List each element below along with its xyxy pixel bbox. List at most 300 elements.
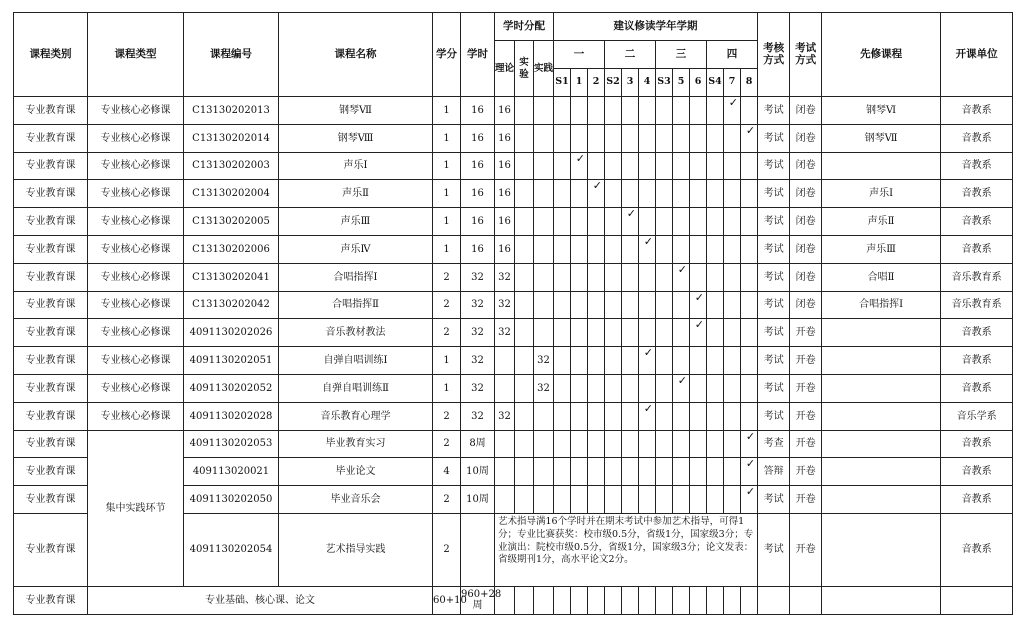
term-cell bbox=[571, 124, 588, 152]
hours-cell: 16 bbox=[461, 180, 495, 208]
term-cell bbox=[622, 458, 639, 486]
course-category-cell: 专业教育课 bbox=[14, 291, 88, 319]
term-cell bbox=[707, 124, 724, 152]
course-name-cell: 毕业音乐会 bbox=[279, 486, 433, 514]
term-cell bbox=[673, 291, 690, 319]
table-body bbox=[14, 97, 1013, 615]
lab-hours-cell bbox=[515, 97, 534, 125]
course-type-cell: 专业核心必修课 bbox=[88, 263, 184, 291]
credit-cell: 2 bbox=[433, 486, 461, 514]
hours-cell: 16 bbox=[461, 124, 495, 152]
course-category-cell: 专业教育课 bbox=[14, 263, 88, 291]
credit-cell: 1 bbox=[433, 374, 461, 402]
table-row bbox=[14, 152, 1013, 180]
term-cell bbox=[656, 402, 673, 430]
hours-cell: 16 bbox=[461, 152, 495, 180]
header-term: 5 bbox=[673, 69, 690, 97]
course-code-cell: 4091130202026 bbox=[184, 319, 279, 347]
term-cell bbox=[554, 208, 571, 236]
term-cell bbox=[656, 458, 673, 486]
table-row bbox=[14, 235, 1013, 263]
table-row bbox=[14, 319, 1013, 347]
term-cell bbox=[639, 97, 656, 125]
term-check-mark: ✓ bbox=[639, 347, 656, 375]
term-cell bbox=[588, 124, 605, 152]
practice-hours-cell bbox=[534, 458, 554, 486]
lab-hours-cell bbox=[515, 208, 534, 236]
term-cell bbox=[673, 347, 690, 375]
table-row bbox=[14, 402, 1013, 430]
term-cell bbox=[554, 486, 571, 514]
empty-cell bbox=[790, 586, 822, 614]
course-name-cell: 毕业教育实习 bbox=[279, 430, 433, 458]
term-check-mark: ✓ bbox=[639, 235, 656, 263]
assess-method-cell: 考试 bbox=[758, 513, 790, 586]
exam-method-cell: 开卷 bbox=[790, 458, 822, 486]
header-term: S3 bbox=[656, 69, 673, 97]
term-cell bbox=[690, 430, 707, 458]
unit-cell: 音教系 bbox=[941, 124, 1013, 152]
term-cell bbox=[571, 486, 588, 514]
term-cell bbox=[741, 208, 758, 236]
assess-method-cell: 考试 bbox=[758, 180, 790, 208]
header-theory: 理论 bbox=[495, 41, 515, 97]
term-cell bbox=[690, 347, 707, 375]
empty-cell bbox=[822, 586, 941, 614]
term-cell bbox=[656, 374, 673, 402]
term-cell bbox=[622, 319, 639, 347]
credit-cell: 1 bbox=[433, 124, 461, 152]
unit-cell: 音教系 bbox=[941, 486, 1013, 514]
assess-method-cell: 考试 bbox=[758, 263, 790, 291]
term-cell bbox=[690, 263, 707, 291]
term-cell bbox=[605, 235, 622, 263]
term-cell bbox=[656, 291, 673, 319]
term-cell bbox=[622, 347, 639, 375]
term-check-mark: ✓ bbox=[690, 319, 707, 347]
term-cell bbox=[656, 347, 673, 375]
unit-cell: 音教系 bbox=[941, 180, 1013, 208]
header-term: 6 bbox=[690, 69, 707, 97]
term-cell bbox=[605, 291, 622, 319]
empty-cell bbox=[741, 586, 758, 614]
exam-method-cell: 开卷 bbox=[790, 374, 822, 402]
theory-hours-cell bbox=[495, 430, 515, 458]
unit-cell: 音乐教育系 bbox=[941, 291, 1013, 319]
table-header bbox=[14, 13, 1013, 97]
term-cell bbox=[588, 319, 605, 347]
term-cell bbox=[741, 347, 758, 375]
course-category-cell: 专业教育课 bbox=[14, 458, 88, 486]
term-cell bbox=[554, 235, 571, 263]
hours-cell: 10周 bbox=[461, 458, 495, 486]
term-cell bbox=[707, 152, 724, 180]
unit-cell: 音教系 bbox=[941, 97, 1013, 125]
term-cell bbox=[656, 208, 673, 236]
term-check-mark: ✓ bbox=[673, 374, 690, 402]
term-check-mark: ✓ bbox=[741, 124, 758, 152]
summary-hours: 960+28周 bbox=[461, 586, 495, 614]
term-cell bbox=[741, 319, 758, 347]
term-cell bbox=[554, 347, 571, 375]
credit-cell: 2 bbox=[433, 263, 461, 291]
header-lab: 实验 bbox=[515, 41, 534, 97]
unit-cell: 音乐学系 bbox=[941, 402, 1013, 430]
practice-hours-cell bbox=[534, 152, 554, 180]
term-cell bbox=[707, 208, 724, 236]
summary-credit: 60+10 bbox=[433, 586, 461, 614]
term-cell bbox=[707, 486, 724, 514]
course-type-cell: 专业核心必修课 bbox=[88, 402, 184, 430]
header-term: S4 bbox=[707, 69, 724, 97]
empty-cell bbox=[639, 586, 656, 614]
empty-cell bbox=[724, 586, 741, 614]
course-category-cell: 专业教育课 bbox=[14, 374, 88, 402]
term-cell bbox=[588, 347, 605, 375]
empty-cell bbox=[588, 586, 605, 614]
prereq-cell: 声乐Ⅰ bbox=[822, 180, 941, 208]
course-code-cell: C13130202005 bbox=[184, 208, 279, 236]
hours-cell: 32 bbox=[461, 291, 495, 319]
term-cell bbox=[605, 402, 622, 430]
term-cell bbox=[690, 152, 707, 180]
term-cell bbox=[622, 263, 639, 291]
header-suggested-term: 建议修读学年学期 bbox=[554, 13, 758, 41]
term-cell bbox=[622, 402, 639, 430]
header-term: 3 bbox=[622, 69, 639, 97]
course-type-cell: 专业核心必修课 bbox=[88, 124, 184, 152]
term-check-mark: ✓ bbox=[741, 430, 758, 458]
credit-cell: 2 bbox=[433, 513, 461, 586]
empty-cell bbox=[534, 586, 554, 614]
term-cell bbox=[588, 291, 605, 319]
term-cell bbox=[622, 430, 639, 458]
term-cell bbox=[724, 180, 741, 208]
header-term: 4 bbox=[639, 69, 656, 97]
header-hours: 学时 bbox=[461, 13, 495, 97]
term-cell bbox=[554, 124, 571, 152]
hours-cell: 16 bbox=[461, 235, 495, 263]
credit-cell: 1 bbox=[433, 97, 461, 125]
course-name-cell: 声乐Ⅰ bbox=[279, 152, 433, 180]
header-prereq: 先修课程 bbox=[822, 13, 941, 97]
term-cell bbox=[639, 486, 656, 514]
term-check-mark: ✓ bbox=[673, 263, 690, 291]
table-row bbox=[14, 291, 1013, 319]
prereq-cell bbox=[822, 374, 941, 402]
course-code-cell: C13130202006 bbox=[184, 235, 279, 263]
empty-cell bbox=[707, 586, 724, 614]
header-term: 2 bbox=[588, 69, 605, 97]
term-cell bbox=[554, 152, 571, 180]
prereq-cell: 钢琴Ⅵ bbox=[822, 97, 941, 125]
course-type-cell: 专业核心必修课 bbox=[88, 319, 184, 347]
term-cell bbox=[690, 402, 707, 430]
empty-cell bbox=[554, 586, 571, 614]
header-term: S1 bbox=[554, 69, 571, 97]
course-code-cell: C13130202003 bbox=[184, 152, 279, 180]
term-cell bbox=[673, 319, 690, 347]
course-code-cell: C13130202004 bbox=[184, 180, 279, 208]
practice-hours-cell bbox=[534, 97, 554, 125]
term-cell bbox=[724, 430, 741, 458]
term-cell bbox=[622, 374, 639, 402]
header-code: 课程编号 bbox=[184, 13, 279, 97]
theory-hours-cell: 32 bbox=[495, 402, 515, 430]
assess-method-cell: 考试 bbox=[758, 124, 790, 152]
prereq-cell: 声乐Ⅲ bbox=[822, 235, 941, 263]
prereq-cell bbox=[822, 319, 941, 347]
hours-cell: 16 bbox=[461, 208, 495, 236]
lab-hours-cell bbox=[515, 458, 534, 486]
exam-method-cell: 闭卷 bbox=[790, 263, 822, 291]
term-cell bbox=[605, 263, 622, 291]
term-cell bbox=[741, 152, 758, 180]
term-cell bbox=[673, 402, 690, 430]
assess-method-cell: 考试 bbox=[758, 97, 790, 125]
exam-method-cell: 闭卷 bbox=[790, 208, 822, 236]
term-cell bbox=[673, 180, 690, 208]
course-name-cell: 毕业论文 bbox=[279, 458, 433, 486]
course-name-cell: 钢琴Ⅶ bbox=[279, 97, 433, 125]
header-name: 课程名称 bbox=[279, 13, 433, 97]
term-cell bbox=[741, 235, 758, 263]
assess-method-cell: 考试 bbox=[758, 347, 790, 375]
course-name-cell: 音乐教育心理学 bbox=[279, 402, 433, 430]
course-category-cell: 专业教育课 bbox=[14, 319, 88, 347]
hours-cell: 32 bbox=[461, 402, 495, 430]
course-name-cell: 艺术指导实践 bbox=[279, 513, 433, 586]
course-name-cell: 声乐Ⅲ bbox=[279, 208, 433, 236]
header-category: 课程类别 bbox=[14, 13, 88, 97]
prereq-cell bbox=[822, 430, 941, 458]
term-cell bbox=[741, 291, 758, 319]
exam-method-cell: 开卷 bbox=[790, 347, 822, 375]
term-check-mark: ✓ bbox=[741, 486, 758, 514]
empty-cell bbox=[571, 586, 588, 614]
exam-method-cell: 闭卷 bbox=[790, 124, 822, 152]
table-row bbox=[14, 347, 1013, 375]
course-type-cell: 专业核心必修课 bbox=[88, 152, 184, 180]
term-cell bbox=[605, 208, 622, 236]
term-cell bbox=[622, 291, 639, 319]
term-cell bbox=[605, 486, 622, 514]
term-cell bbox=[707, 291, 724, 319]
term-cell bbox=[690, 374, 707, 402]
hours-cell: 8周 bbox=[461, 430, 495, 458]
lab-hours-cell bbox=[515, 319, 534, 347]
term-cell bbox=[571, 235, 588, 263]
term-cell bbox=[588, 152, 605, 180]
term-cell bbox=[622, 235, 639, 263]
unit-cell: 音教系 bbox=[941, 374, 1013, 402]
course-name-cell: 自弹自唱训练Ⅰ bbox=[279, 347, 433, 375]
term-cell bbox=[605, 152, 622, 180]
empty-cell bbox=[622, 586, 639, 614]
theory-hours-cell bbox=[495, 374, 515, 402]
header-assess-method: 考核方式 bbox=[758, 13, 790, 97]
term-cell bbox=[622, 97, 639, 125]
practice-hours-cell bbox=[534, 180, 554, 208]
term-cell bbox=[571, 208, 588, 236]
term-cell bbox=[639, 124, 656, 152]
theory-hours-cell: 16 bbox=[495, 124, 515, 152]
credit-cell: 1 bbox=[433, 152, 461, 180]
term-cell bbox=[690, 235, 707, 263]
term-cell bbox=[707, 235, 724, 263]
term-cell bbox=[639, 291, 656, 319]
assess-method-cell: 考试 bbox=[758, 208, 790, 236]
course-category-cell: 专业教育课 bbox=[14, 152, 88, 180]
credit-rule-note: 艺术指导满16个学时并在期末考试中参加艺术指导，可得1分；专业比赛获奖：校市级0.5分，省级1分，国家级3分；专业演出：院校市级0.5分，省级1分，国家级3分；论文发表：省级期刊1分，高水平论文2分。 bbox=[495, 513, 758, 586]
term-cell bbox=[724, 486, 741, 514]
term-cell bbox=[673, 486, 690, 514]
course-code-cell: 4091130202054 bbox=[184, 513, 279, 586]
term-cell bbox=[639, 319, 656, 347]
term-cell bbox=[571, 263, 588, 291]
practice-hours-cell bbox=[534, 291, 554, 319]
term-cell bbox=[741, 402, 758, 430]
term-cell bbox=[571, 374, 588, 402]
theory-hours-cell: 16 bbox=[495, 97, 515, 125]
credit-cell: 1 bbox=[433, 347, 461, 375]
course-table-wrapper bbox=[13, 12, 1013, 615]
term-cell bbox=[639, 430, 656, 458]
term-cell bbox=[656, 97, 673, 125]
lab-hours-cell bbox=[515, 124, 534, 152]
hours-cell bbox=[461, 513, 495, 586]
term-cell bbox=[707, 430, 724, 458]
lab-hours-cell bbox=[515, 374, 534, 402]
term-cell bbox=[588, 430, 605, 458]
term-cell bbox=[707, 180, 724, 208]
term-cell bbox=[673, 458, 690, 486]
practice-hours-cell bbox=[534, 235, 554, 263]
hours-cell: 32 bbox=[461, 319, 495, 347]
course-code-cell: C13130202013 bbox=[184, 97, 279, 125]
theory-hours-cell bbox=[495, 347, 515, 375]
term-cell bbox=[622, 152, 639, 180]
term-cell bbox=[639, 180, 656, 208]
course-category-cell: 专业教育课 bbox=[14, 486, 88, 514]
term-cell bbox=[588, 402, 605, 430]
term-cell bbox=[707, 97, 724, 125]
prereq-cell: 合唱Ⅱ bbox=[822, 263, 941, 291]
term-cell bbox=[741, 374, 758, 402]
credit-cell: 2 bbox=[433, 430, 461, 458]
assess-method-cell: 考查 bbox=[758, 430, 790, 458]
term-cell bbox=[571, 319, 588, 347]
header-term: S2 bbox=[605, 69, 622, 97]
course-type-cell: 专业核心必修课 bbox=[88, 291, 184, 319]
theory-hours-cell: 32 bbox=[495, 291, 515, 319]
hours-cell: 32 bbox=[461, 374, 495, 402]
exam-method-cell: 开卷 bbox=[790, 486, 822, 514]
course-table bbox=[13, 12, 1013, 615]
term-cell bbox=[690, 97, 707, 125]
header-term: 7 bbox=[724, 69, 741, 97]
credit-cell: 1 bbox=[433, 208, 461, 236]
term-cell bbox=[673, 124, 690, 152]
header-term: 8 bbox=[741, 69, 758, 97]
assess-method-cell: 考试 bbox=[758, 152, 790, 180]
practice-hours-cell: 32 bbox=[534, 347, 554, 375]
term-cell bbox=[554, 402, 571, 430]
course-code-cell: C13130202041 bbox=[184, 263, 279, 291]
course-name-cell: 声乐Ⅳ bbox=[279, 235, 433, 263]
theory-hours-cell: 16 bbox=[495, 180, 515, 208]
term-cell bbox=[605, 97, 622, 125]
unit-cell: 音教系 bbox=[941, 208, 1013, 236]
course-category-cell: 专业教育课 bbox=[14, 208, 88, 236]
term-cell bbox=[554, 180, 571, 208]
term-cell bbox=[605, 430, 622, 458]
theory-hours-cell bbox=[495, 458, 515, 486]
prereq-cell: 钢琴Ⅶ bbox=[822, 124, 941, 152]
course-category-cell: 专业教育课 bbox=[14, 430, 88, 458]
prereq-cell bbox=[822, 347, 941, 375]
credit-cell: 2 bbox=[433, 402, 461, 430]
course-name-cell: 音乐教材教法 bbox=[279, 319, 433, 347]
exam-method-cell: 开卷 bbox=[790, 430, 822, 458]
prereq-cell: 声乐Ⅱ bbox=[822, 208, 941, 236]
theory-hours-cell: 16 bbox=[495, 152, 515, 180]
course-category-cell: 专业教育课 bbox=[14, 347, 88, 375]
term-cell bbox=[588, 208, 605, 236]
term-cell bbox=[656, 124, 673, 152]
term-cell bbox=[571, 347, 588, 375]
lab-hours-cell bbox=[515, 486, 534, 514]
hours-cell: 32 bbox=[461, 347, 495, 375]
course-category-cell: 专业教育课 bbox=[14, 180, 88, 208]
term-cell bbox=[673, 430, 690, 458]
practice-hours-cell bbox=[534, 402, 554, 430]
header-hours-alloc: 学时分配 bbox=[495, 13, 554, 41]
unit-cell: 音教系 bbox=[941, 347, 1013, 375]
table-row bbox=[14, 97, 1013, 125]
term-cell bbox=[724, 208, 741, 236]
credit-cell: 2 bbox=[433, 319, 461, 347]
course-type-cell: 专业核心必修课 bbox=[88, 235, 184, 263]
header-term: 1 bbox=[571, 69, 588, 97]
term-cell bbox=[656, 263, 673, 291]
empty-cell bbox=[515, 586, 534, 614]
table-row bbox=[14, 208, 1013, 236]
credit-cell: 2 bbox=[433, 291, 461, 319]
term-cell bbox=[605, 458, 622, 486]
term-cell bbox=[707, 402, 724, 430]
term-check-mark: ✓ bbox=[622, 208, 639, 236]
term-cell bbox=[673, 208, 690, 236]
table-row bbox=[14, 430, 1013, 458]
term-cell bbox=[588, 486, 605, 514]
term-check-mark: ✓ bbox=[639, 402, 656, 430]
lab-hours-cell bbox=[515, 430, 534, 458]
term-cell bbox=[571, 180, 588, 208]
term-cell bbox=[639, 374, 656, 402]
term-cell bbox=[571, 430, 588, 458]
course-type-cell: 专业核心必修课 bbox=[88, 374, 184, 402]
empty-cell bbox=[605, 586, 622, 614]
term-cell bbox=[656, 152, 673, 180]
course-category-cell: 专业教育课 bbox=[14, 235, 88, 263]
term-cell bbox=[605, 374, 622, 402]
term-cell bbox=[707, 263, 724, 291]
header-exam-method: 考试方式 bbox=[790, 13, 822, 97]
empty-cell bbox=[656, 586, 673, 614]
term-cell bbox=[622, 124, 639, 152]
term-cell bbox=[622, 180, 639, 208]
